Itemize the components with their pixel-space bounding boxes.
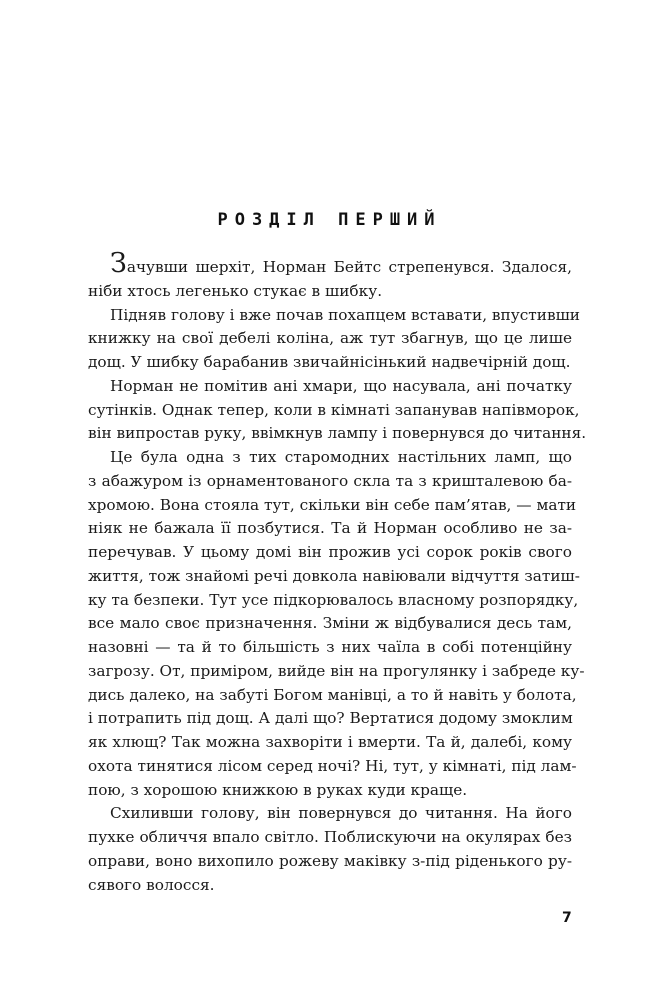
body-text — [88, 248, 587, 897]
paragraph-first-line: Норман не помітив ані хмари, що насувала, ані початку — [110, 376, 572, 395]
paragraph-first-line — [88, 248, 572, 280]
paragraph-line: пухке обличчя впало світло. Поблискуючи на окулярах без — [88, 828, 572, 846]
paragraph-first-line: Це була одна з тих старомодних настільних ламп, що — [110, 448, 572, 466]
paragraph-line: з абажуром із орнаментованого скла та з кришталевою ба- — [88, 471, 572, 490]
paragraph-line: загрозу. От, приміром, вийде він на прогулянку і забреде ку- — [88, 661, 585, 680]
paragraph-line: хромою. Вона стояла тут, скільки він себе пам’ятав, — мати — [88, 495, 577, 514]
paragraph-line: життя, тож знайомі речі довкола навіювали відчуття затиш- — [88, 566, 580, 585]
line-text: ачувши шерхіт, Норман Бейтс стрепенувся. Здалося, — [126, 258, 572, 276]
paragraph-line: оправи, воно вихопило рожеву маківку з-під ріденького ру- — [88, 851, 572, 870]
paragraph-line: книжку на свої дебелі коліна, аж тут збагнув, що це лише — [88, 329, 572, 348]
paragraph-line: перечував. У цьому домі він прожив усі сорок років свого — [88, 543, 572, 561]
paragraph-line: охота тинятися лісом серед ночі? Ні, тут, у кімнаті, під лам- — [88, 756, 577, 775]
paragraph-line: сутінків. Однак тепер, коли в кімнаті запанував напівморок, — [88, 400, 580, 419]
page-number: 7 — [562, 910, 572, 926]
paragraph-first-line: Підняв голову і вже почав похапцем вставати, впустивши — [110, 305, 580, 324]
paragraph-line: як хлющ? Так можна захворіти і вмерти. Та й, далебі, кому — [88, 733, 572, 751]
paragraph-line: сявого волосся. — [88, 875, 215, 894]
paragraph-line: він випростав руку, ввімкнув лампу і повернувся до читання. — [88, 424, 587, 443]
drop-cap: З — [110, 248, 127, 279]
paragraph-line: ку та безпеки. Тут усе підкорювалось власному розпорядку, — [88, 590, 579, 609]
paragraph-line: все мало своє призначення. Зміни ж відбувалися десь там, — [88, 614, 572, 633]
paragraph-first-line: Схиливши голову, він повернувся до читання. На його — [110, 804, 572, 823]
paragraph-line: пою, з хорошою книжкою в руках куди краще. — [88, 780, 468, 799]
paragraph-line: дись далеко, на забуті Богом манівці, а то й навіть у болота, — [88, 685, 577, 704]
paragraph-line: дощ. У шибку барабанив звичайнісінький надвечірній дощ. — [88, 353, 571, 371]
chapter-title: РОЗДІЛ ПЕРШИЙ — [217, 210, 442, 230]
paragraph-line: назовні — та й то більшість з них чаїла в собі потенційну — [88, 638, 572, 656]
paragraph-line: і потрапить під дощ. А далі що? Вертатися додому змоклим — [88, 709, 573, 728]
paragraph-line: ніяк не бажала її позбутися. Та й Норман особливо не за- — [88, 519, 572, 538]
paragraph-line: ніби хтось легенько стукає в шибку. — [88, 281, 383, 300]
